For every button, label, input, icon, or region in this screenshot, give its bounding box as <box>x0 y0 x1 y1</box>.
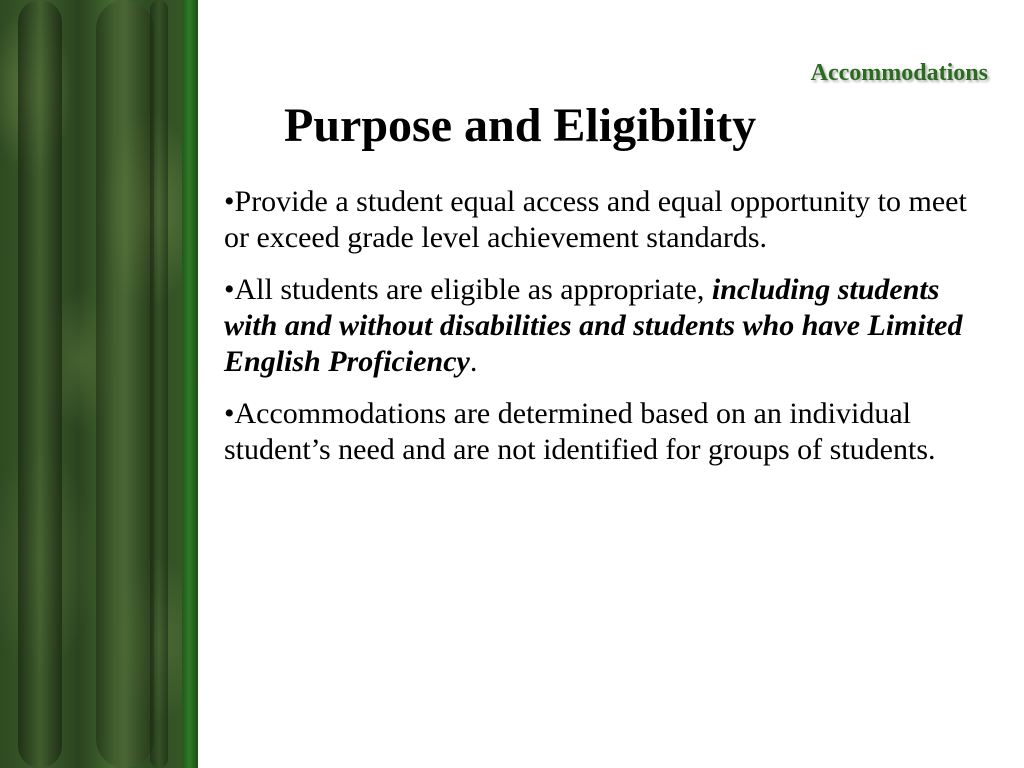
bullet-emphasis-text: including students with and without disabilities and students who have Limited English Proficiency <box>224 273 963 378</box>
green-divider-strip <box>182 0 198 768</box>
bullet-lead-text: •All students are eligible as appropriate, <box>224 273 712 306</box>
tree-trunk <box>150 0 168 768</box>
slide-title: Purpose and Eligibility <box>284 99 757 152</box>
bullet-list <box>224 184 984 484</box>
bullet-item-3: •Accommodations are determined based on an individual student’s need and are not identified for groups of students. <box>224 397 936 466</box>
tree-trunk <box>96 0 154 768</box>
section-tag: Accommodations <box>810 60 988 86</box>
bullet-item-2 <box>224 272 984 380</box>
bullet-tail-text: . <box>469 345 478 378</box>
bullet-item-1: •Provide a student equal access and equal opportunity to meet or exceed grade level achievement standards. <box>224 185 967 254</box>
forest-image-panel <box>0 0 196 768</box>
tree-trunk <box>18 0 62 768</box>
